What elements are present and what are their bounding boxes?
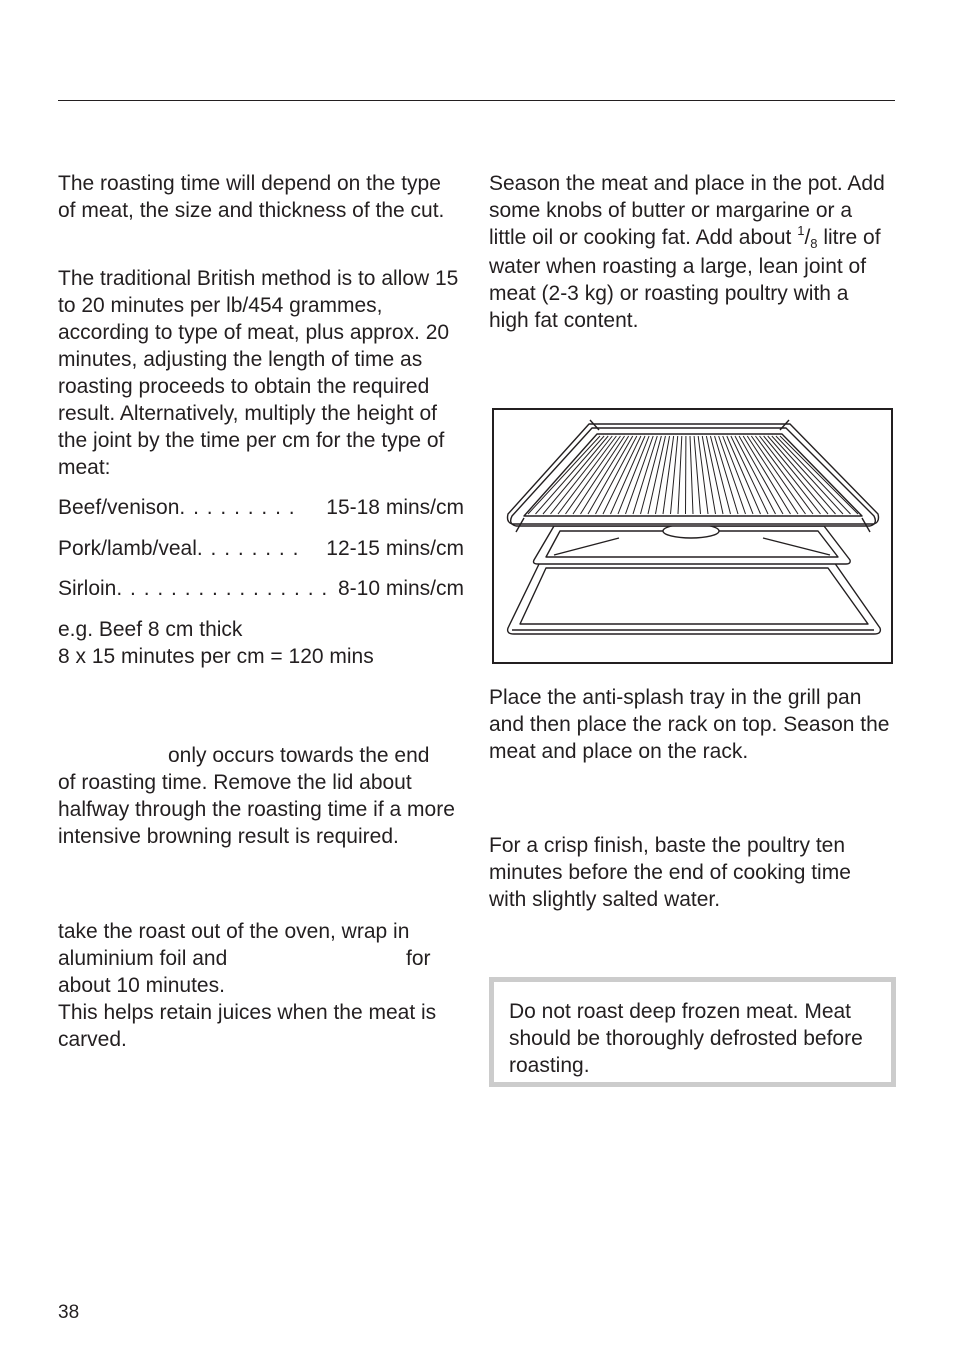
- browning-text: of roasting time. Remove the lid about halfway through the roasting time if a more intensive browning result is required.: [58, 771, 455, 848]
- browning-line-1: only occurs towards the end: [168, 744, 430, 767]
- time-value: 15-18 mins/cm: [326, 496, 464, 519]
- time-value: 12-15 mins/cm: [326, 537, 464, 560]
- pot-text-b: litre of water when roasting a large, lean joint of meat (2-3 kg) or roasting poultry with a high fat content.: [489, 226, 881, 332]
- leader-dots: . . . . . . . .: [196, 537, 300, 560]
- british-method-text: The traditional British method is to allow 15 to 20 minutes per lb/454 grammes, according to type of meat, plus approx. 20 minutes, adjusting the length of time as roasting proceeds to obtain the required result. Alternatively, multiply the height of the joint by the time per cm for the type of meat:: [58, 267, 459, 479]
- header-rule: [58, 100, 895, 101]
- pot-text-a: Season the meat and place in the pot. Add some knobs of butter or margarine or a little oil or cooking fat. Add about: [489, 172, 885, 249]
- grill-pan-illustration: [492, 408, 893, 664]
- warning-text: Do not roast deep frozen meat. Meat should be thoroughly defrosted before roasting.: [494, 982, 891, 1082]
- time-label: Pork/lamb/veal: [58, 537, 197, 560]
- fraction-slash: /: [804, 226, 811, 249]
- resting-line-1: take the roast out of the oven, wrap in: [58, 920, 410, 943]
- time-value: 8-10 mins/cm: [337, 577, 464, 600]
- warning-box: [489, 977, 896, 1087]
- resting-line-2a: aluminium foil and: [58, 947, 228, 970]
- time-row-sirloin: [58, 575, 464, 602]
- resting-line-3: about 10 minutes.: [58, 974, 225, 997]
- pot-roasting-text: [489, 170, 894, 334]
- roasting-time-intro: The roasting time will depend on the type of meat, the size and thickness of the cut.: [58, 172, 445, 222]
- page-number: 38: [58, 1302, 80, 1323]
- leader-dots: . . . . . . . . . . . . . . . .: [116, 577, 329, 600]
- fraction-numerator: 1: [797, 223, 805, 238]
- time-row-pork: [58, 535, 464, 562]
- example-line-2: 8 x 15 minutes per cm = 120 mins: [58, 645, 374, 668]
- leader-dots: . . . . . . . . .: [179, 496, 296, 519]
- anti-splash-text: Place the anti-splash tray in the grill pan and then place the rack on top. Season the meat and place on the rack.: [489, 686, 890, 763]
- fraction-denominator: 8: [810, 236, 818, 251]
- resting-line-4: This helps retain juices when the meat is carved.: [58, 1001, 437, 1051]
- resting-line-2b: for: [406, 947, 431, 970]
- grill-pan-drawing: [494, 410, 891, 662]
- time-label: Beef/venison: [58, 496, 180, 519]
- time-label: Sirloin: [58, 577, 117, 600]
- time-row-beef: [58, 494, 464, 521]
- poultry-text: For a crisp finish, baste the poultry ten minutes before the end of cooking time with slightly salted water.: [489, 834, 851, 911]
- example-line-1: e.g. Beef 8 cm thick: [58, 618, 243, 641]
